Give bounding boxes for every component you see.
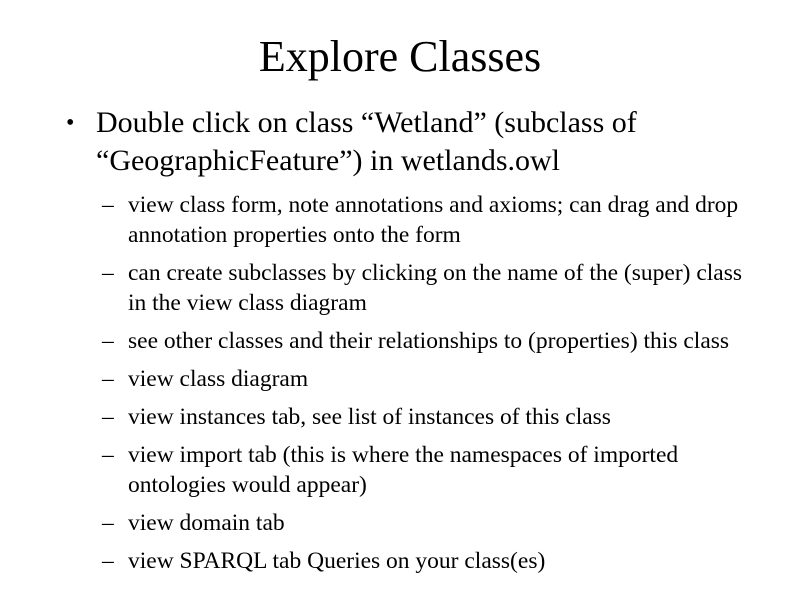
sub-bullet-text: view SPARQL tab Queries on your class(es) (128, 548, 546, 574)
sub-bullet (66, 508, 748, 538)
main-bullet-text: Double click on class “Wetland” (subclass of “GeographicFeature”) in wetlands.owl (96, 106, 637, 177)
main-bullet (66, 104, 766, 180)
sub-bullet (66, 546, 748, 576)
sub-bullet-text: see other classes and their relationships to (properties) this class (128, 328, 730, 354)
sub-bullet-text: view class diagram (128, 366, 309, 392)
dash-icon: – (102, 192, 114, 218)
dash-icon: – (102, 548, 114, 574)
sub-bullet-text: view domain tab (128, 510, 285, 536)
dash-icon: – (102, 404, 114, 430)
sub-bullet-text: view class form, note annotations and axioms; can drag and drop annotation properties onto the form (128, 192, 739, 248)
sub-bullet (66, 190, 748, 250)
sub-bullet-text: view instances tab, see list of instances of this class (128, 404, 611, 430)
sub-bullet (66, 326, 748, 356)
sub-bullet (66, 258, 748, 318)
sub-bullet-text: can create subclasses by clicking on the name of the (super) class in the view class diagram (128, 260, 743, 316)
dash-icon: – (102, 260, 114, 286)
sub-bullet-list (66, 190, 766, 576)
sub-bullet (66, 402, 748, 432)
sub-bullet-text: view import tab (this is where the namespaces of imported ontologies would appear) (128, 442, 679, 498)
sub-bullet (66, 440, 748, 500)
dash-icon: – (102, 510, 114, 536)
sub-bullet (66, 364, 748, 394)
slide-title: Explore Classes (258, 32, 542, 81)
dash-icon: – (102, 442, 114, 468)
dash-icon: – (102, 328, 114, 354)
bullet-dot-icon: • (66, 110, 75, 136)
bullet-list (66, 104, 766, 584)
dash-icon: – (102, 366, 114, 392)
